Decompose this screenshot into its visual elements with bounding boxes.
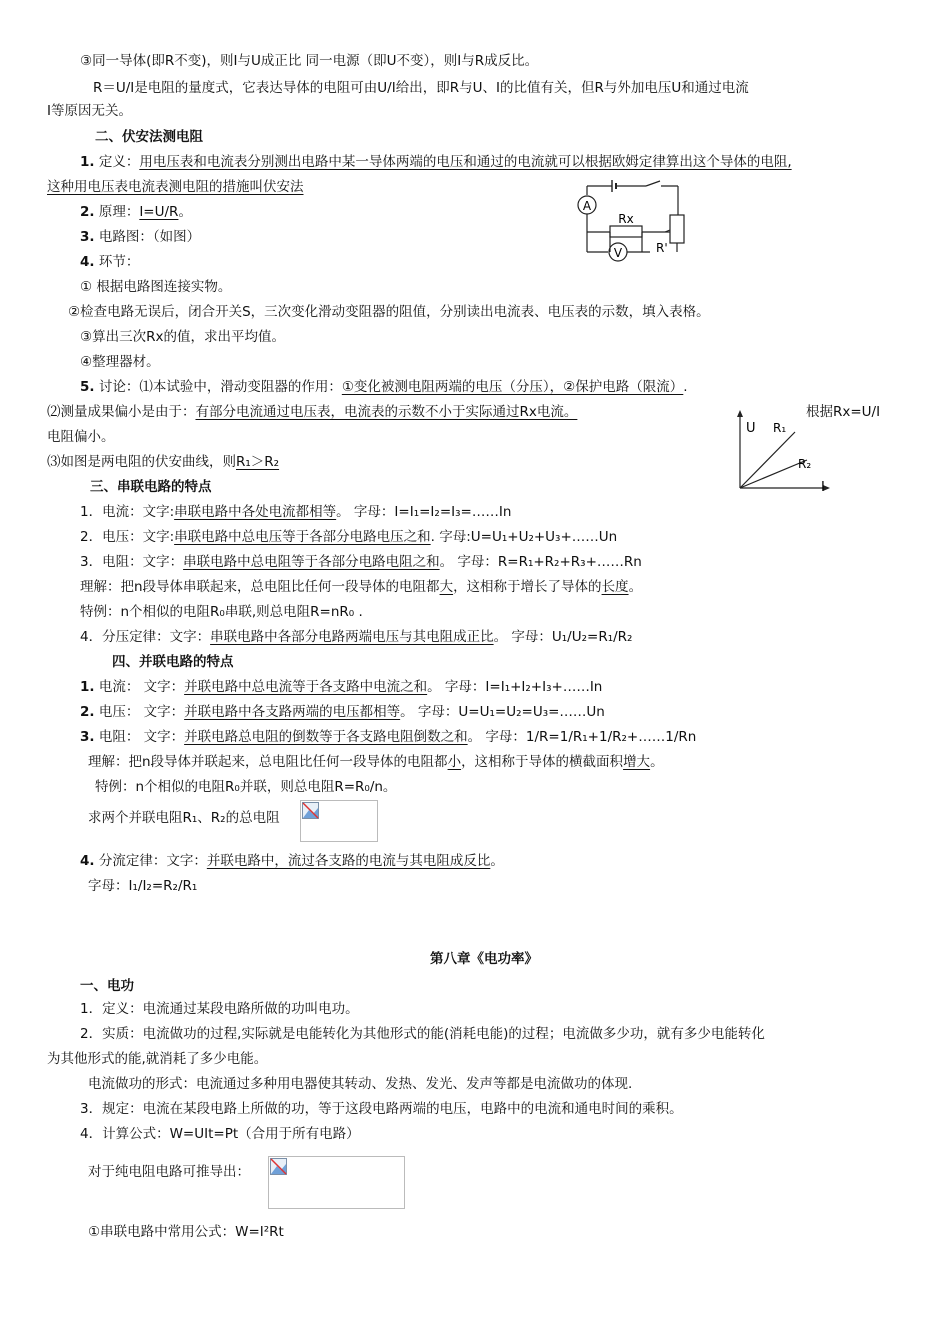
- answer: 增大: [623, 754, 651, 770]
- formula: 。 字母：R=R₁+R₂+R₃+……Rn: [439, 554, 642, 570]
- rule: 并联电路中总电流等于各支路中电流之和: [184, 679, 428, 695]
- broken-image-icon: [270, 1158, 287, 1175]
- electric-work-essence-line1: 2．实质：电流做功的过程,实际就是电能转化为其他形式的能(消耗电能)的过程；电流做多少功，就有多少电能转化: [80, 1026, 765, 1042]
- series-work-formula: ①串联电路中常用公式：W=I²Rt: [88, 1224, 284, 1240]
- formula: 。 字母：1/R=1/R₁+1/R₂+……1/Rn: [467, 729, 697, 745]
- steps-text: 环节：: [94, 254, 140, 270]
- label: 电阻： 文字：: [94, 729, 185, 745]
- ohm-law-proportion-note: ③同一导体(即R不变)，则I与U成正比 同一电源（即U不变），则I与R成反比。: [80, 53, 539, 69]
- ammeter-symbol: A: [582, 199, 592, 213]
- rx-label: Rx: [618, 212, 634, 226]
- discussion-answer: ①变化被测电阻两端的电压（分压），②保护电路（限流）: [341, 379, 684, 395]
- rule: 串联电路中各部分电路两端电压与其电阻成正比: [210, 629, 494, 645]
- label: 3．电阻：文字：: [80, 554, 184, 570]
- definition-text: 用电压表和电流表分别测出电路中某一导体两端的电压和通过的电流就可以根据欧姆定律算出这个导体的电阻,: [139, 154, 792, 170]
- circuit-text: 电路图：（如图）: [94, 229, 201, 245]
- pure-resistance-derivation: 对于纯电阻电路可推导出：: [88, 1164, 250, 1180]
- label: 2．电压：文字:: [80, 529, 175, 545]
- graph-line-r1-label: R₁: [773, 421, 787, 435]
- section-heading-series: 三、串联电路的特点: [90, 479, 212, 495]
- text: 。: [650, 754, 664, 770]
- voltammetry-principle: [80, 203, 192, 221]
- series-voltage: [80, 528, 617, 546]
- discussion-2-tail: 根据Rx=U/I: [806, 404, 881, 420]
- punct: 。: [178, 204, 192, 220]
- rule: 串联电路中总电压等于各部分电路电压之和: [174, 529, 431, 545]
- discussion-2-label: ⑵测量成果偏小是由于：: [47, 404, 196, 420]
- rule: 并联电路中各支路两端的电压都相等: [184, 704, 401, 720]
- item-number: 4.: [80, 853, 95, 869]
- voltammetry-steps-label: [80, 253, 139, 271]
- broken-image-icon: [302, 802, 319, 819]
- parallel-understanding: [88, 753, 664, 771]
- principle-formula: I=U/R: [139, 204, 179, 220]
- parallel-current-division: [80, 852, 504, 870]
- rheostat-label: R': [656, 241, 668, 255]
- graph-x-axis-label: I: [821, 480, 825, 495]
- step-2: ②检查电路无误后，闭合开关S，三次变化滑动变阻器的阻值，分别读出电流表、电压表的示数，填入表格。: [68, 304, 710, 320]
- text: ，这相称于增长了导体的: [453, 579, 602, 595]
- electric-work-forms: 电流做功的形式：电流通过多种用电器使其转动、发热、发光、发声等都是电流做功的体现.: [88, 1076, 633, 1092]
- electric-work-essence-line2: 为其他形式的能,就消耗了多少电能。: [47, 1051, 268, 1067]
- principle-label: 原理：: [94, 204, 140, 220]
- parallel-resistance: [80, 728, 696, 746]
- graph-y-axis-label: U: [746, 421, 756, 436]
- step-4: ④整理器材。: [80, 354, 160, 370]
- discussion-2-answer: 有部分电流通过电压表，电流表的示数不小于实际通过Rx电流。: [195, 404, 578, 420]
- formula: 。 字母：U₁/U₂=R₁/R₂: [493, 629, 633, 645]
- label: 电压： 文字：: [94, 704, 185, 720]
- rule: 串联电路中总电阻等于各部分电路电阻之和: [183, 554, 440, 570]
- formula: 。 字母：I=I₁=I₂=I₃=……In: [336, 504, 512, 520]
- step-1: ① 根据电路图连接实物。: [80, 279, 232, 295]
- series-special-case: 特例：n个相似的电阻R₀串联,则总电阻R=nR₀ .: [80, 604, 363, 620]
- text: 理解：把n段导体并联起来，总电阻比任何一段导体的电阻都: [88, 754, 448, 770]
- electric-work-definition: 1．定义：电流通过某段电路所做的功叫电功。: [80, 1001, 359, 1017]
- voltammetry-definition: [80, 153, 792, 171]
- text: ，这相称于导体的横截面积: [461, 754, 624, 770]
- formula: . 字母:U=U₁+U₂+U₃+……Un: [430, 529, 618, 545]
- rule: 并联电路中，流过各支路的电流与其电阻成反比: [206, 853, 491, 869]
- label: 分流定律：文字：: [94, 853, 207, 869]
- discussion-3-answer: R₁＞R₂: [236, 454, 280, 470]
- answer: 大: [439, 579, 454, 595]
- discussion-2-cont: 电阻偏小。: [47, 429, 115, 445]
- formula: 。 字母：I=I₁+I₂+I₃+……In: [427, 679, 603, 695]
- resistance-definition-line2: I等原因无关。: [47, 103, 132, 119]
- rule: 串联电路中各处电流都相等: [174, 504, 337, 520]
- series-current: [80, 503, 511, 521]
- series-understanding: [80, 578, 642, 596]
- section-heading-electric-work: 一、电功: [80, 978, 134, 994]
- step-3: ③算出三次Rx的值，求出平均值。: [80, 329, 285, 345]
- item-number: 1.: [80, 154, 95, 170]
- item-number: 5.: [80, 379, 95, 395]
- electric-work-formula: 4．计算公式：W=UIt=Pt（合用于所有电路）: [80, 1126, 360, 1142]
- section-heading-parallel: 四、并联电路的特点: [112, 654, 234, 670]
- definition-label: 定义：: [94, 154, 140, 170]
- item-number: 2.: [80, 204, 95, 220]
- discussion-1: [80, 378, 688, 396]
- text: 。: [628, 579, 643, 595]
- parallel-current: [80, 678, 602, 696]
- label: 4．分压定律：文字：: [80, 629, 211, 645]
- punct: .: [683, 379, 688, 395]
- series-voltage-division: [80, 628, 632, 646]
- broken-image-placeholder: [268, 1156, 405, 1209]
- u-i-graph: [735, 410, 835, 495]
- resistance-definition-line1: R＝U/I是电阻的量度式，它表达导体的电阻可由U/I给出，即R与U、I的比值有关，但R与外加电压U和通过电流: [93, 80, 749, 96]
- discussion-3-label: ⑶如图是两电阻的伏安曲线，则: [47, 454, 236, 470]
- parallel-total-resistance: 求两个并联电阻R₁、R₂的总电阻: [88, 810, 280, 826]
- voltammetry-circuit-diagram: [570, 180, 700, 270]
- item-number: 3.: [80, 729, 95, 745]
- voltammetry-definition-cont: 这种用电压表电流表测电阻的措施叫伏安法: [47, 179, 304, 195]
- parallel-voltage: [80, 703, 605, 721]
- parallel-special-case: 特例：n个相似的电阻R₀并联，则总电阻R=R₀/n。: [95, 779, 397, 795]
- text: 理解：把n段导体串联起来，总电阻比任何一段导体的电阻都: [80, 579, 440, 595]
- punct: 。: [490, 853, 504, 869]
- label: 1．电流：文字:: [80, 504, 175, 520]
- rule: 并联电路总电阻的倒数等于各支路电阻倒数之和: [184, 729, 468, 745]
- discussion-label: 讨论：⑴本试验中，滑动变阻器的作用：: [94, 379, 342, 395]
- answer: 小: [447, 754, 462, 770]
- item-number: 4.: [80, 254, 95, 270]
- section-heading-voltammetry: 二、伏安法测电阻: [95, 129, 203, 145]
- electric-work-rule: 3．规定：电流在某段电路上所做的功，等于这段电路两端的电压，电路中的电流和通电时间的乘积。: [80, 1101, 683, 1117]
- broken-image-placeholder: [300, 800, 378, 842]
- voltammetry-circuit-label: [80, 228, 200, 246]
- item-number: 1.: [80, 679, 95, 695]
- voltmeter-symbol: V: [613, 246, 623, 260]
- answer: 长度: [601, 579, 629, 595]
- label: 电流： 文字：: [94, 679, 185, 695]
- graph-line-r2-label: R₂: [798, 457, 812, 471]
- item-number: 3.: [80, 229, 95, 245]
- discussion-2: [47, 403, 577, 421]
- discussion-3: [47, 453, 279, 471]
- parallel-current-division-formula: 字母：I₁/I₂=R₂/R₁: [88, 878, 198, 894]
- formula: 。 字母：U=U₁=U₂=U₃=……Un: [400, 704, 605, 720]
- chapter-title: 第八章《电功率》: [430, 951, 538, 967]
- series-resistance: [80, 553, 642, 571]
- item-number: 2.: [80, 704, 95, 720]
